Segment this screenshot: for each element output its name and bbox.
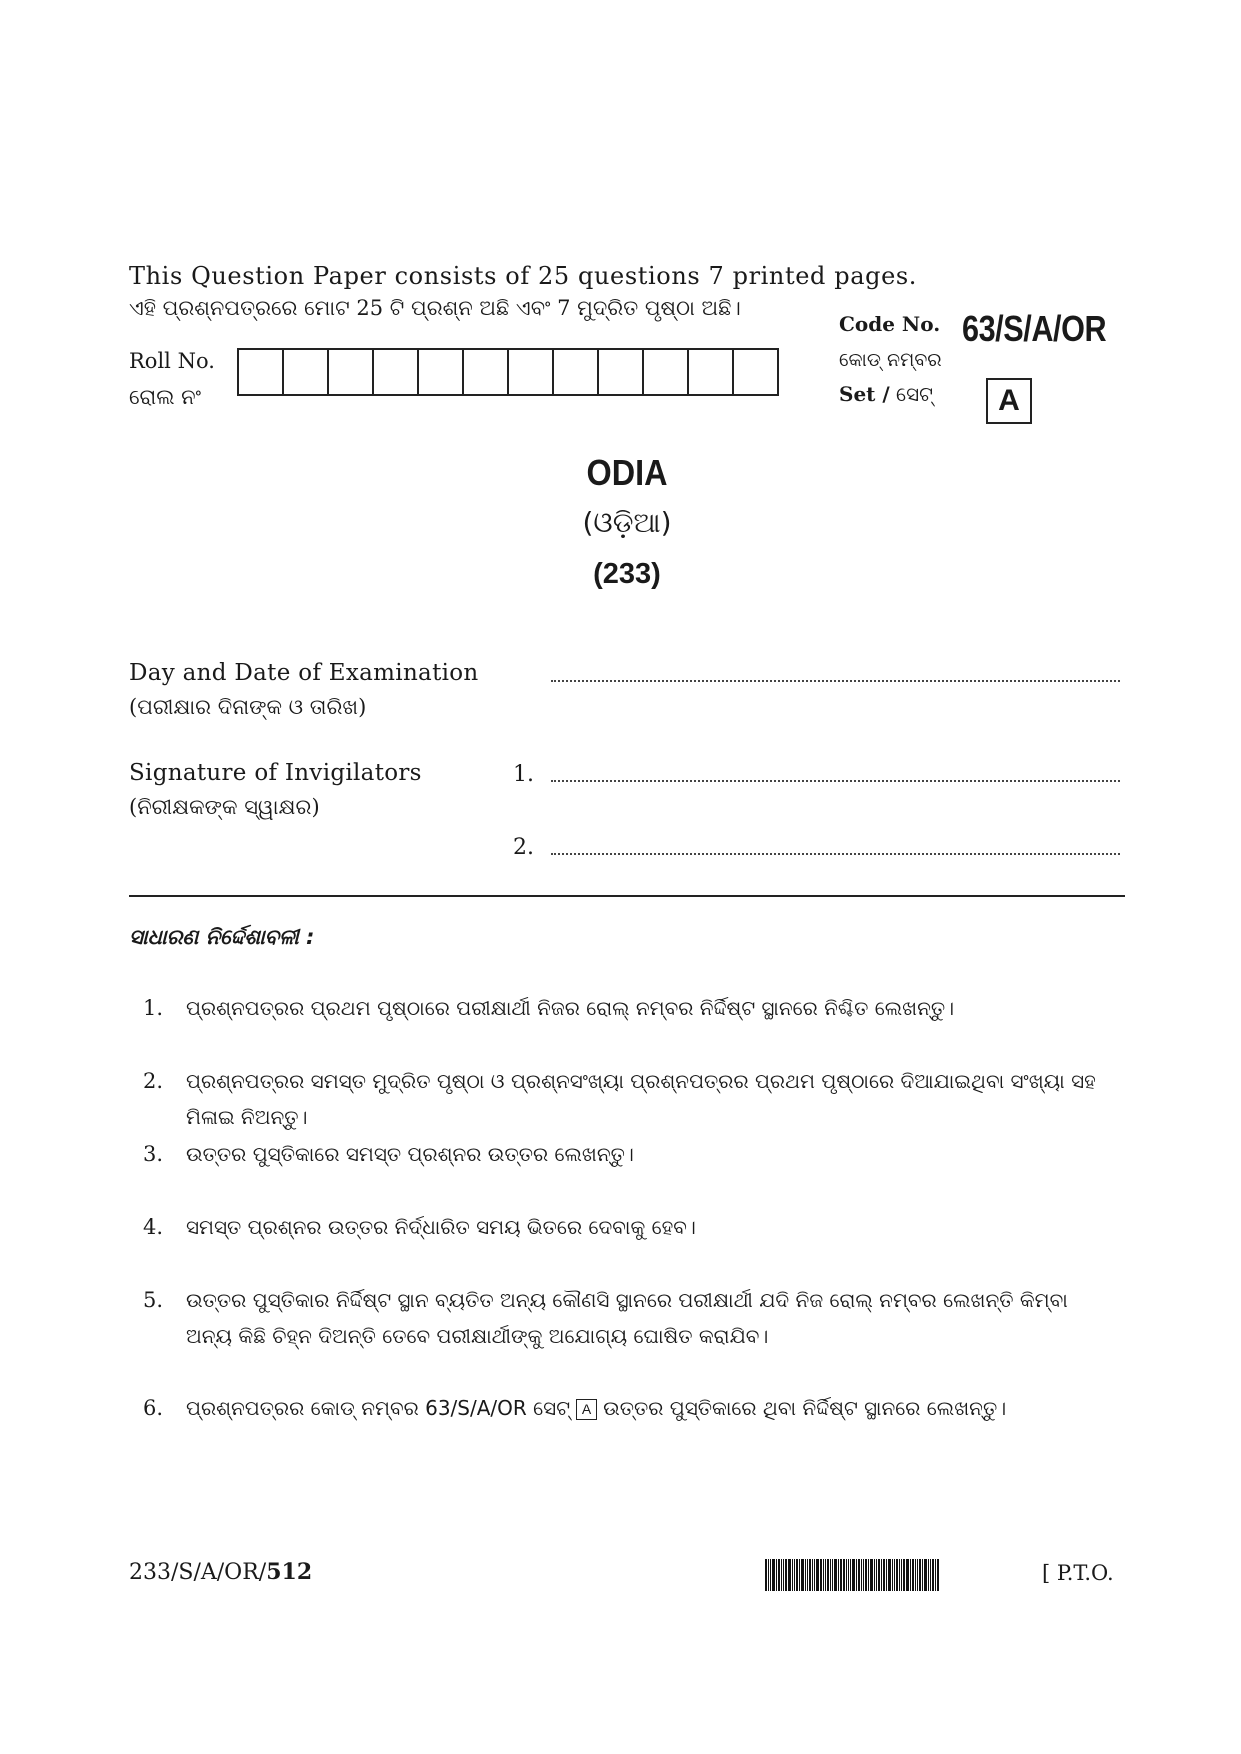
roll-label-en: Roll No. bbox=[129, 349, 215, 373]
barcode-bar bbox=[840, 1559, 842, 1591]
barcode-bar bbox=[812, 1559, 813, 1591]
instruction-item-5 bbox=[143, 1282, 1123, 1354]
barcode-bar bbox=[876, 1559, 877, 1591]
set-label-en: Set / bbox=[839, 382, 890, 406]
barcode-bar bbox=[788, 1559, 791, 1591]
subject-name-or: (ଓଡ଼ିଆ) bbox=[582, 506, 672, 539]
barcode-bar bbox=[785, 1559, 787, 1591]
instruction-text bbox=[186, 1390, 1106, 1426]
instruction-item-2 bbox=[143, 1063, 1123, 1135]
barcode-bar bbox=[823, 1559, 824, 1591]
barcode-bar bbox=[776, 1559, 777, 1591]
signature-number-2: 2. bbox=[513, 835, 534, 860]
barcode-bar bbox=[906, 1559, 909, 1591]
roll-label-or: ରୋଲ ନଂ bbox=[129, 385, 202, 409]
barcode-bar bbox=[805, 1559, 806, 1591]
barcode-bar bbox=[783, 1559, 784, 1591]
barcode-bar bbox=[892, 1559, 893, 1591]
divider bbox=[129, 895, 1125, 897]
roll-digit-box[interactable] bbox=[374, 348, 419, 396]
instruction-num: 4. bbox=[143, 1215, 164, 1239]
instruction-item-6 bbox=[143, 1390, 1123, 1426]
set-label bbox=[839, 382, 933, 406]
barcode-bar bbox=[858, 1559, 860, 1591]
barcode-bar bbox=[856, 1559, 857, 1591]
roll-number-boxes[interactable] bbox=[237, 348, 779, 396]
instructions-title: ସାଧାରଣ ନିର୍ଦ୍ଦେଶାବଳୀ : bbox=[129, 925, 315, 949]
barcode-bar bbox=[850, 1559, 851, 1591]
instruction-text: ପ୍ରଶ୍ନପତ୍ରର ସମସ୍ତ ମୁଦ୍ରିତ ପୃଷ୍ଠା ଓ ପ୍ରଶ୍ନସଂଖ୍ୟା ପ୍ରଶ୍ନପତ୍ରର ପ୍ରଥମ ପୃଷ୍ଠାରେ ଦିଆଯାଇଥିବା ସଂଖ୍ୟା ସହ ମିଳାଇ ନିଅନ୍ତୁ। bbox=[186, 1069, 1096, 1129]
barcode-bar bbox=[781, 1559, 782, 1591]
barcode-bar bbox=[807, 1559, 808, 1591]
barcode-bar bbox=[848, 1559, 849, 1591]
barcode-bar bbox=[778, 1559, 780, 1591]
barcode-bar bbox=[799, 1559, 800, 1591]
instruction-item-3 bbox=[143, 1136, 1123, 1172]
roll-digit-box[interactable] bbox=[554, 348, 599, 396]
pto-label: [ P.T.O. bbox=[1042, 1561, 1114, 1585]
pages-info-or: ଏହି ପ୍ରଶ୍ନପତ୍ରରେ ମୋଟ 25 ଟି ପ୍ରଶ୍ନ ଅଛି ଏବଂ 7 ମୁଦ୍ରିତ ପୃଷ୍ଠା ଅଛି। bbox=[129, 296, 741, 320]
signature-number-1: 1. bbox=[513, 762, 534, 787]
roll-digit-box[interactable] bbox=[284, 348, 329, 396]
barcode-bar bbox=[816, 1559, 819, 1591]
barcode-bar bbox=[896, 1559, 898, 1591]
exam-date-label: Day and Date of Examination bbox=[129, 660, 479, 686]
instruction-item-4 bbox=[143, 1209, 1123, 1245]
barcode-bar bbox=[846, 1559, 847, 1591]
barcode-bar bbox=[868, 1559, 869, 1591]
code-value: 63/S/A/OR bbox=[962, 308, 1107, 349]
code-block bbox=[839, 306, 942, 378]
barcode-bar bbox=[865, 1559, 867, 1591]
instruction-num: 1. bbox=[143, 996, 164, 1020]
barcode-bar bbox=[930, 1559, 931, 1591]
roll-digit-box[interactable] bbox=[509, 348, 554, 396]
barcode-bar bbox=[809, 1559, 811, 1591]
roll-digit-box[interactable] bbox=[644, 348, 689, 396]
instruction-num: 2. bbox=[143, 1069, 164, 1093]
instruction-text: ଉତ୍ତର ପୁସ୍ତିକାର ନିର୍ଦ୍ଦିଷ୍ଟ ସ୍ଥାନ ବ୍ୟତିତ ଅନ୍ୟ କୌଣସି ସ୍ଥାନରେ ପରୀକ୍ଷାର୍ଥୀ ଯଦି ନିଜ ରୋଲ୍ ନମ୍ବର ଲେଖନ୍ତି କିମ୍ବା ଅନ୍ୟ କିଛି ଚିହ୍ନ ଦିଅନ୍ତି ତେବେ ପରୀକ୍ଷାର୍ଥୀଙ୍କୁ ଅଯୋଗ୍ୟ ଘୋଷିତ କରାଯିବ। bbox=[186, 1288, 1068, 1348]
instruction-text: ଉତ୍ତର ପୁସ୍ତିକାରେ ସମସ୍ତ ପ୍ରଶ୍ନର ଉତ୍ତର ଲେଖନ୍ତୁ। bbox=[186, 1142, 634, 1166]
barcode-bar bbox=[820, 1559, 822, 1591]
roll-digit-box[interactable] bbox=[464, 348, 509, 396]
barcode-bar bbox=[924, 1559, 927, 1591]
barcode-bar bbox=[878, 1559, 880, 1591]
exam-date-label-or: (ପରୀକ୍ଷାର ଦିନାଙ୍କ ଓ ତାରିଖ) bbox=[129, 695, 367, 719]
instruction-text: ସମସ୍ତ ପ୍ରଶ୍ନର ଉତ୍ତର ନିର୍ଦ୍ଧାରିତ ସମୟ ଭିତରେ ଦେବାକୁ ହେବ। bbox=[186, 1215, 696, 1239]
signature-field-2[interactable] bbox=[551, 843, 1120, 855]
barcode-bar bbox=[910, 1559, 911, 1591]
instruction-text-after: ଉତ୍ତର ପୁସ୍ତିକାରେ ଥିବା ନିର୍ଦ୍ଦିଷ୍ଟ ସ୍ଥାନରେ ଲେଖନ୍ତୁ। bbox=[603, 1396, 1007, 1420]
invigilator-signature-label: Signature of Invigilators bbox=[129, 760, 422, 786]
set-mini-box: A bbox=[576, 1399, 597, 1420]
roll-label bbox=[129, 343, 215, 415]
barcode-bar bbox=[792, 1559, 793, 1591]
barcode-bar bbox=[770, 1559, 771, 1591]
code-label-en: Code No. bbox=[839, 312, 941, 336]
barcode-bar bbox=[899, 1559, 900, 1591]
barcode-bar bbox=[814, 1559, 815, 1591]
barcode-bar bbox=[937, 1559, 939, 1591]
barcode-bar bbox=[935, 1559, 936, 1591]
barcode-bar bbox=[903, 1559, 905, 1591]
invigilator-signature-label-or: (ନିରୀକ୍ଷକଙ୍କ ସ୍ୱାକ୍ଷର) bbox=[129, 795, 320, 819]
roll-digit-box[interactable] bbox=[329, 348, 374, 396]
paper-code-number: 512 bbox=[266, 1559, 313, 1585]
barcode-bar bbox=[796, 1559, 798, 1591]
barcode-bar bbox=[765, 1559, 767, 1591]
subject-code: (233) bbox=[593, 558, 661, 590]
subject-name: ODIA bbox=[586, 452, 668, 493]
barcode-bar bbox=[843, 1559, 845, 1591]
instruction-num: 5. bbox=[143, 1288, 164, 1312]
instruction-num: 6. bbox=[143, 1396, 164, 1420]
instruction-text-before: ପ୍ରଶ୍ନପତ୍ରର କୋଡ୍ ନମ୍ବର 63/S/A/OR ସେଟ୍ bbox=[186, 1396, 571, 1420]
barcode-bar bbox=[772, 1559, 775, 1591]
barcode-bar bbox=[827, 1559, 829, 1591]
roll-digit-box[interactable] bbox=[734, 348, 779, 396]
pages-info-en: This Question Paper consists of 25 questions 7 printed pages. bbox=[129, 262, 918, 290]
roll-digit-box[interactable] bbox=[419, 348, 464, 396]
barcode-bar bbox=[886, 1559, 887, 1591]
barcode-bar bbox=[870, 1559, 873, 1591]
signature-field-1[interactable] bbox=[551, 770, 1120, 782]
barcode-bar bbox=[794, 1559, 795, 1591]
barcode-bar bbox=[881, 1559, 882, 1591]
barcode-bar bbox=[883, 1559, 885, 1591]
roll-digit-box[interactable] bbox=[239, 348, 284, 396]
barcode-bar bbox=[861, 1559, 862, 1591]
barcode-bar bbox=[825, 1559, 826, 1591]
barcode bbox=[765, 1559, 1003, 1591]
barcode-bar bbox=[888, 1559, 891, 1591]
barcode-bar bbox=[832, 1559, 833, 1591]
barcode-bar bbox=[863, 1559, 864, 1591]
barcode-bar bbox=[838, 1559, 839, 1591]
paper-code-prefix: 233/S/A/OR/ bbox=[129, 1560, 267, 1585]
barcode-bar bbox=[919, 1559, 921, 1591]
barcode-bar bbox=[932, 1559, 934, 1591]
roll-digit-box[interactable] bbox=[599, 348, 644, 396]
instruction-num: 3. bbox=[143, 1142, 164, 1166]
barcode-bar bbox=[901, 1559, 902, 1591]
barcode-bar bbox=[928, 1559, 929, 1591]
exam-date-field[interactable] bbox=[551, 670, 1120, 682]
barcode-bar bbox=[852, 1559, 855, 1591]
barcode-bar bbox=[830, 1559, 831, 1591]
barcode-bar bbox=[768, 1559, 769, 1591]
barcode-bar bbox=[834, 1559, 837, 1591]
set-value-box: A bbox=[986, 378, 1032, 424]
instruction-text: ପ୍ରଶ୍ନପତ୍ରର ପ୍ରଥମ ପୃଷ୍ଠାରେ ପରୀକ୍ଷାର୍ଥୀ ନିଜର ରୋଲ୍ ନମ୍ବର ନିର୍ଦ୍ଦିଷ୍ଟ ସ୍ଥାନରେ ନିଶ୍ଚିତ ଲେଖନ୍ତୁ। bbox=[186, 996, 955, 1020]
barcode-bar bbox=[922, 1559, 923, 1591]
instruction-item-1 bbox=[143, 990, 1123, 1026]
barcode-bar bbox=[912, 1559, 914, 1591]
set-label-or: ସେଟ୍ bbox=[896, 382, 933, 406]
barcode-bar bbox=[801, 1559, 804, 1591]
paper-code-footer bbox=[129, 1559, 312, 1585]
barcode-bar bbox=[894, 1559, 895, 1591]
barcode-bar bbox=[915, 1559, 916, 1591]
barcode-bar bbox=[917, 1559, 918, 1591]
code-label-or: କୋଡ୍ ନମ୍ବର bbox=[839, 349, 942, 371]
barcode-bar bbox=[874, 1559, 875, 1591]
roll-digit-box[interactable] bbox=[689, 348, 734, 396]
